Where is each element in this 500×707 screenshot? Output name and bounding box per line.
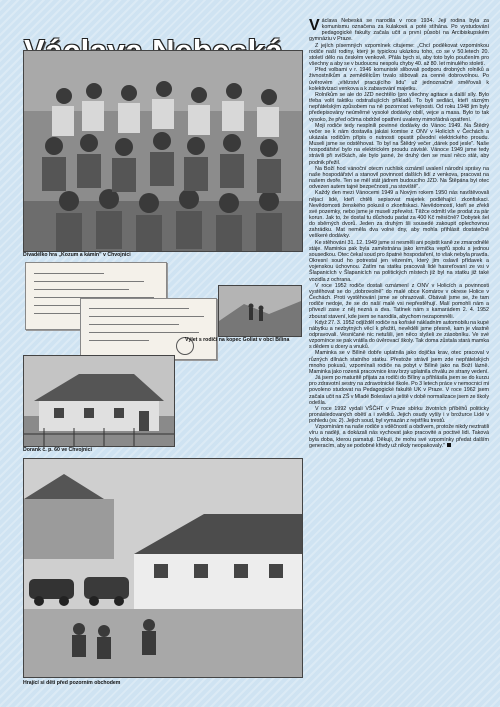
document-scan-2 — [80, 298, 217, 360]
article-paragraph: V roce 1952 rodiče dostali oznámení z ONV v Holicích a povinnosti vystěhovat se do „dobrovolně" do malé obce Komárov v okrese Holice v Čechách. Proti vystěhování jsme se ohrazovali. Obávali jsme se, že tam rodiče nedoje, že se do naší malé vsi nepřestěhují. Malí pomohli nám a přivezli zase z něj nezná a dva. Tatínek nám s kamarádem 2. 4. 1952 zbourat stavení, kde jsem se narodila, abychom nezapomněli. — [309, 282, 489, 320]
trip-photo-goliat-hill — [218, 285, 302, 337]
article-paragraph: Každý den mezi Vánocemi 1949 a Novým rokem 1950 nás navštěvovali nějací lidé, kteří chtěli sepisovat majetek podléhající zkonfiskaci. Nevědomosti ženského pokusil o zkonfiskaci. Nevědomostí, kteří se zřekli své pozemky, nebo jsme je museli zpřevést. Těžce odmítl vše prodat za pár korun. Jak to, že dostal tu důchodu padat za 400 Kč měsíčně? Dobytek šel do sběrných dvorů. Jeden za druhým šli sousedé zakoupit oplechovnou zahrádku. Mat neměla dva volné dny, aby mohla přihlásit dostatečně veškeré dodávky. — [309, 190, 489, 240]
house-photo-chvojnice — [23, 355, 175, 447]
article-paragraph: Před volbami v r. 1946 komunisté slibovali podporu drobných rolníků a živnostníkům a zemědělcům trvalo slibovali za cenné dobrovolnou. Po úvěrovém „vítězství pracujícího lidu" už jednoznačně směřovali k kolektivizaci venkova a k zabavování majetku. — [309, 67, 489, 92]
article-paragraph: V roce 1992 vydali VŠČHT v Praze sbírku životních příběhů politicky pronásledovaných obětí a i svědků. Jejich osudy vyšly i v brožurce Lidé v pohledu (sv. 2). Jejich soud, byl vymazán z rejstříku trestů. — [309, 405, 489, 425]
end-of-article-mark — [447, 443, 451, 447]
photo-caption: Dorank č. p. 60 ve Chvojnici — [23, 447, 92, 453]
article-paragraph: Když 27. 3. 1952 odjížděl rodiče na koňské nákladním automobilu na kupé nábytku a nezbytných věcí k přežití, nevěděli jsme přesně, kam je vlastně odpravovali. Vesničané nic netušili, jen něco slyšeli ze zásobníku. Ve své vzpomínce se pak vrátila do úvěrovací školy. Tak doma zůstala stará mamka s dědem u dcery a vnuků. — [309, 319, 489, 351]
photo-caption: Dívadélko hra „Kozum a kámín" v Chvojnici — [23, 252, 131, 258]
article-paragraph: Maminka se v Bílině dobře uplatnila jako dojička krav, otec pracoval v různých dílnách statního statku. Přestože strávil jsem zde nepřátelských mnoho pokusů, vzpomínali rodiče na pobyt v Bílině jako na Boží lázně. Maminka jako rozená pracovnice krav brzy uplatnila chválu ze strany vedení. — [309, 350, 489, 375]
article-paragraph: Moji rodiče tedy nesplnili povinné dodávky do Vánoc 1949. Na Štědrý večer se k nám dostavila jakási komise z ONV v Holicích v Čechách a ukázala rodičům přípis o nutnosti opustit původní elektrického proudu. Museli jsme se odstěhovat. To byl na Štědrý večer „dárek pod jesle". Naše hospodářství bylo na elektrickém proudu závislé. Vánoce 1949 jsme tedy strávili při svíčkách, ale bylo jasné, že druhý den se musí něco stát, aby podnik přežil. — [309, 122, 489, 166]
drop-cap: V — [309, 18, 320, 34]
article-paragraph: Na Boží hod vánoční otecm ruchlisk oznámil uvalení národní správy na naše hospodářství a stanovil povinnost dalších lidí z venkova, pracovat na našem dvoře. Ten se měl stát jádrem budoucího JZD. Na Štěpána byl otec odvezen autem tajné bezpečnosti „na stoviště". — [309, 165, 489, 191]
photo-caption: Hrající si děti před pozorním obchodem — [23, 680, 121, 686]
article-paragraph: Rolníkům se ale do JZD nechtělo (pro všechny agitace a další síly. Bylo třeba volit taktiku odstrašujících příkladů. To byli sedláci, kteří rázným nepřátelským způsobem na ně pozornost veřejnosti. Od roku 1948 jim byly předepisovány neúměrné vysoké dodávky obilí, vejce a masa. Bylo to tak vysoko, že před očima obdržel opatření uvaleny mimořádná opatření. — [309, 91, 489, 123]
village-photo-children — [23, 458, 303, 678]
photo-caption: Výlet s rodiči na kopec Goliat v obci Bílina — [185, 337, 290, 343]
article-paragraph: Ke stěhování 31. 12. 1949 jsme si nesměli ani pojistit kaně ze zmarodnělé stáje. Maminka pak byla zaměstnána jako krmička vepřů spolu s jednou sousedkou. Otec čekal soud pro špatné hospodaření, to však nebyla pravda. Okresní soud ho potrestal jen vězením, který jim oslavil přídavek a vojenskou úchovnou. Zatím na statku pracovali lidé hasreťovaní ze vsi v Šlapanicích v Šlapanicích na politických místech již byl na statku již také vozidla z ochrana. — [309, 239, 489, 283]
article-paragraph: Vzpomínám na naše rodiče s vděčností a obdivem, protože nikdy neztratili víru a naději, a dokázali nás vychovat jako pracovité a poctivé lidi. Taková byla doba, kterou pamatuji. Děkuji, že mohu své vzpomínky předat dalším generacím, aby se podobné křivdy už nikdy neopakovaly." — [309, 424, 489, 449]
article-paragraph: Václava Nebeská se narodila v roce 1934. Její rodina byla za komunismu označena za kulaková a poté stíhána. Po vystudování pedagogické fakulty začala učit a první působí na Arcibiskupském gymnáziu v Praze. — [309, 18, 489, 43]
article-body — [309, 18, 489, 700]
article-paragraph: Já jsem po maturitě přijata za rodiči do Bíliny a přihlásila jsem se do kurzu pro zdravotní sestry na zdravotnické škole. Po 3 letech práce v nemocnici mi povoleno studovat na Pedagogické fakultě UK v Praze. V roce 1962 jsem začala učit na ZŠ v Mladé Boleslavi a ještě v době normalizace jsem ze školy odešla. — [309, 375, 489, 406]
article-paragraph: Z jejích písemných vzpomínek citujeme: „Chcí poděkovat vzpomínkou rodiče naší rodiny, který je typickou ukázkou toho, co se v 50.letech 20. století dělo na českém venkově. Přála bych si, aby toto bylo poučením pro všechny a aby se v budoucnu nespolu chyby 40. až 80. let minulého století. — [309, 42, 489, 68]
group-photo-children — [23, 50, 303, 252]
